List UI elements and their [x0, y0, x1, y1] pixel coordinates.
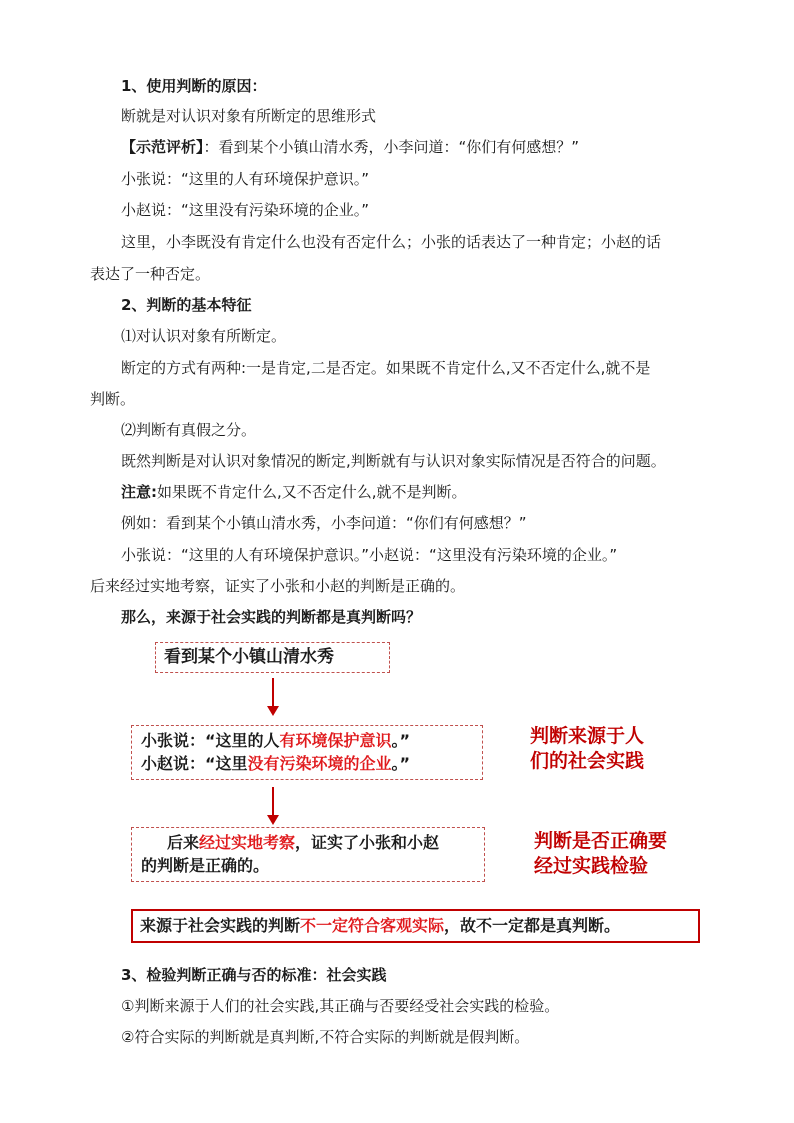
- conclusion-post: ，故不一定都是真判断。: [444, 916, 621, 935]
- conclusion-text: [140, 915, 620, 937]
- example2-quotes: 小张说：“这里的人有环境保护意识。”小赵说：“这里没有污染环境的企业。”: [121, 546, 618, 564]
- zhang-highlight: 有环境保护意识: [279, 731, 392, 750]
- diagram-box-observation: [155, 642, 390, 673]
- zhao-quote: 小赵说：“这里没有污染环境的企业。”: [121, 201, 370, 219]
- conclusion-pre: 来源于社会实践的判断: [140, 916, 301, 935]
- note-text: 如果既不肯定什么,又不否定什么,就不是判断。: [157, 483, 467, 501]
- example2-conclusion: 后来经过实地考察，证实了小张和小赵的判断是正确的。: [90, 577, 466, 595]
- zhang-pre: 小张说：“这里的人: [141, 731, 280, 750]
- question-text: 那么，来源于社会实践的判断都是真判断吗？: [121, 608, 422, 626]
- example-tag: 【示范评析】: [121, 138, 204, 156]
- verification-line-2: 的判断是正确的。: [141, 856, 270, 875]
- section2-heading: 2、判断的基本特征: [121, 296, 252, 314]
- example-text: ：看到某个小镇山清水秀，小李问道：“你们有何感想？”: [203, 138, 580, 156]
- side-note-2-line-2: 经过实践检验: [534, 855, 649, 877]
- feature-2: ⑵判断有真假之分。: [121, 421, 257, 439]
- feature-1-detail-line-2: 判断。: [90, 390, 136, 408]
- zhao-highlight: 没有污染环境的企业: [247, 754, 392, 773]
- zhao-quote-box: [141, 753, 410, 775]
- verification-highlight: 经过实地考察: [199, 833, 296, 852]
- diagram-box-quotes: [131, 725, 483, 780]
- zhao-pre: 小赵说：“这里: [141, 754, 248, 773]
- criterion-1: ①判断来源于人们的社会实践,其正确与否要经受社会实践的检验。: [121, 997, 560, 1015]
- diagram-box-verification: [131, 827, 485, 882]
- zhao-post: 。”: [391, 754, 411, 773]
- side-note-1-line-1: 判断来源于人: [530, 725, 645, 747]
- analysis-line-2: 表达了一种否定。: [90, 265, 211, 283]
- arrow-down-icon: [272, 787, 274, 817]
- verification-line-1: [167, 832, 439, 854]
- note-line: [121, 482, 467, 502]
- feature-1: ⑴对认识对象有所断定。: [121, 327, 287, 345]
- feature-1-detail-line-1: 断定的方式有两种:一是肯定,二是否定。如果既不肯定什么,又不否定什么,就不是: [121, 359, 651, 377]
- conclusion-box: [131, 909, 700, 943]
- example-line: [121, 137, 579, 157]
- analysis-line-1: 这里，小李既没有肯定什么也没有否定什么；小张的话表达了一种肯定；小赵的话: [121, 233, 662, 251]
- zhang-post: 。”: [391, 731, 411, 750]
- criterion-2: ②符合实际的判断就是真判断,不符合实际的判断就是假判断。: [121, 1028, 530, 1046]
- example2-intro: 例如：看到某个小镇山清水秀，小李问道：“你们有何感想？”: [121, 514, 527, 532]
- section3-heading: 3、检验判断正确与否的标准：社会实践: [121, 966, 387, 984]
- side-note-1-line-2: 们的社会实践: [530, 750, 645, 772]
- note-label: 注意:: [121, 483, 157, 501]
- zhang-quote: 小张说：“这里的人有环境保护意识。”: [121, 170, 370, 188]
- observation-text: 看到某个小镇山清水秀: [164, 647, 334, 667]
- definition-text: 断就是对认识对象有所断定的思维形式: [121, 107, 377, 125]
- conclusion-highlight: 不一定符合客观实际: [300, 916, 445, 935]
- verification-pre: 后来: [167, 833, 200, 852]
- zhang-quote-box: [141, 730, 410, 752]
- verification-post: ，证实了小张和小赵: [295, 833, 440, 852]
- section1-heading: 1、使用判断的原因：: [121, 77, 267, 95]
- side-note-2-line-1: 判断是否正确要: [534, 830, 668, 852]
- arrow-down-icon: [272, 678, 274, 708]
- feature-2-detail: 既然判断是对认识对象情况的断定,判断就有与认识对象实际情况是否符合的问题。: [121, 452, 666, 470]
